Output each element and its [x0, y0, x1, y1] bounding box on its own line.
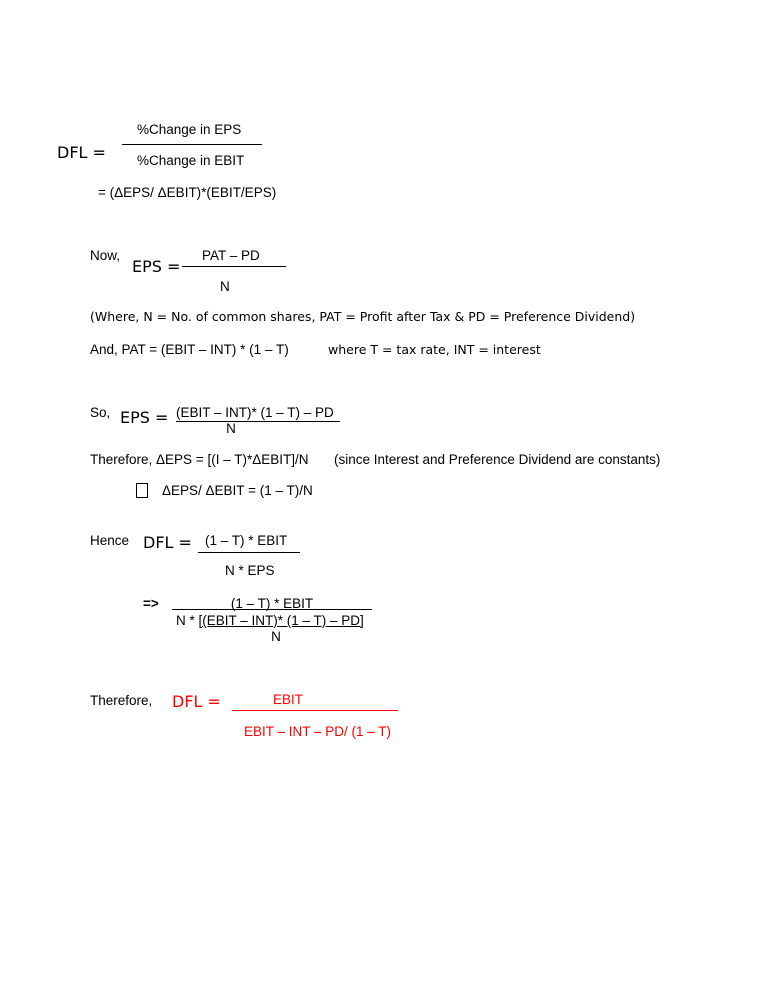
dfl-expansion: = (ΔEPS/ ΔEBIT)*(EBIT/EPS) — [98, 185, 277, 200]
dfl-numerator: %Change in EPS — [137, 122, 242, 137]
hence-denominator: N * EPS — [225, 563, 275, 578]
eps-denominator: N — [220, 279, 230, 294]
hence-numerator: (1 – T) * EBIT — [205, 533, 288, 548]
implies-arrow-icon — [136, 483, 148, 498]
pat-formula: And, PAT = (EBIT – INT) * (1 – T) — [90, 342, 289, 357]
final-fraction-bar — [232, 710, 398, 711]
eps-expanded-numerator: (EBIT – INT)* (1 – T) – PD — [176, 405, 334, 420]
dfl-label: DFL = — [57, 143, 106, 162]
eps-expanded-denominator: N — [226, 421, 236, 436]
substitution-denominator: N — [271, 629, 281, 644]
final-intro: Therefore, — [90, 693, 153, 708]
eps-intro: Now, — [90, 248, 121, 263]
hence-fraction-bar — [198, 552, 300, 553]
where-note: (Where, N = No. of common shares, PAT = Profit after Tax & PD = Preference Dividend) — [90, 309, 636, 324]
substitution-numerator: (1 – T) * EBIT — [230, 596, 314, 611]
final-label: DFL = — [172, 692, 221, 711]
dfl-denominator: %Change in EBIT — [137, 153, 245, 168]
implies-formula: ΔEPS/ ΔEBIT = (1 – T)/N — [162, 483, 313, 498]
final-denominator: EBIT – INT – PD/ (1 – T) — [244, 724, 392, 739]
substitution-arrow: => — [143, 596, 159, 611]
substitution-mid — [176, 614, 364, 628]
hence-intro: Hence — [90, 533, 130, 548]
substitution-fraction-bar — [172, 609, 372, 610]
eps-expanded-intro: So, — [90, 405, 111, 420]
eps-fraction-bar — [182, 266, 286, 267]
substitution-mid-prefix: N * — [176, 613, 199, 628]
substitution-mid-underlined: [(EBIT – INT)* (1 – T) – PD] — [198, 613, 364, 628]
eps-numerator: PAT – PD — [202, 248, 260, 263]
pat-note: where T = tax rate, INT = interest — [328, 342, 541, 357]
delta-eps-formula: Therefore, ΔEPS = [(I – T)*ΔEBIT]/N — [90, 452, 309, 467]
dfl-fraction-bar — [122, 144, 262, 145]
eps-expanded-label: EPS = — [120, 408, 169, 427]
delta-eps-note: (since Interest and Preference Dividend are constants) — [334, 452, 661, 467]
eps-label: EPS = — [132, 257, 181, 276]
hence-label: DFL = — [143, 533, 192, 552]
final-numerator: EBIT — [272, 692, 303, 707]
